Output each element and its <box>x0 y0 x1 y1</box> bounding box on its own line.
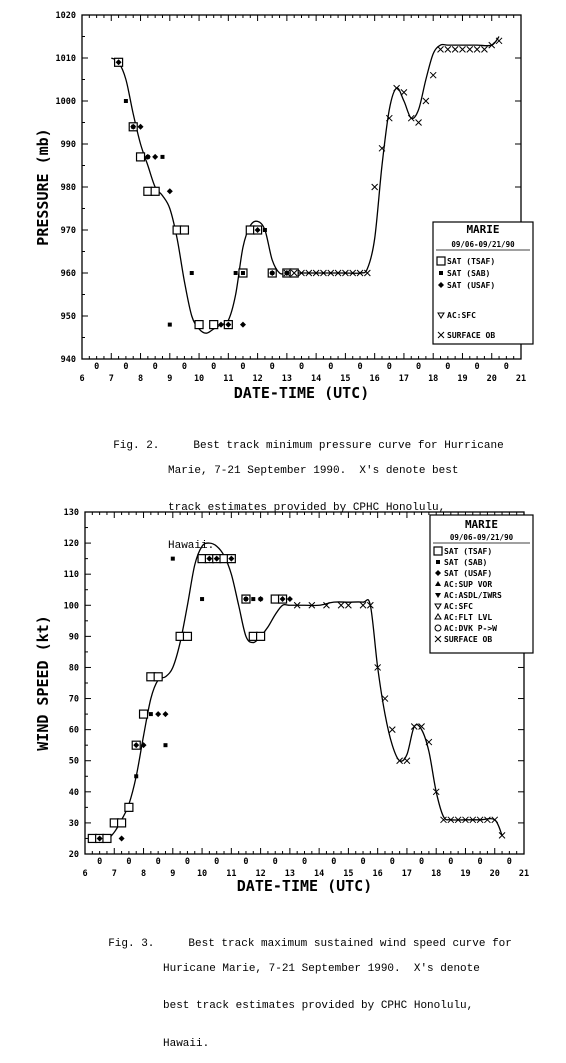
x-tick-label-hour: 0 <box>269 362 275 372</box>
x-tick-label-hour: 0 <box>419 857 425 867</box>
sat-sab-point <box>241 271 245 275</box>
legend-entry-label: AC:SFC <box>444 602 473 611</box>
x-tick-label-day: 15 <box>343 869 354 879</box>
x-tick-label-hour: 0 <box>386 362 392 372</box>
sat-usaf-point <box>218 322 224 328</box>
caption-line: Best track maximum sustained wind speed curve for <box>188 937 512 950</box>
x-tick-label-day: 10 <box>193 374 205 384</box>
y-tick-label: 90 <box>68 632 79 643</box>
x-tick-label-day: 21 <box>518 869 530 879</box>
legend-entry-label: SAT (TSAF) <box>447 257 496 266</box>
y-tick-label: 80 <box>68 663 79 674</box>
x-tick-label-hour: 0 <box>503 362 509 372</box>
legend-symbol <box>437 257 445 265</box>
figure-2-caption <box>100 427 504 565</box>
x-tick-label-day: 21 <box>515 374 527 384</box>
surface-ob-point <box>394 85 400 91</box>
sat-tsaf-point <box>125 803 133 811</box>
legend-entry-label: SURFACE OB <box>447 331 496 340</box>
x-tick-label-day: 12 <box>255 869 266 879</box>
x-tick-label-day: 7 <box>111 869 117 879</box>
x-tick-label-hour: 0 <box>211 362 217 372</box>
x-tick-label-hour: 0 <box>506 857 512 867</box>
x-tick-label-day: 6 <box>82 869 88 879</box>
x-tick-label-day: 10 <box>196 869 208 879</box>
x-tick-label-hour: 0 <box>97 857 103 867</box>
y-tick-label: 990 <box>60 140 76 150</box>
x-tick-label-day: 8 <box>140 869 147 879</box>
surface-ob-point <box>481 46 487 52</box>
y-tick-label: 70 <box>68 694 79 705</box>
y-tick-label: 970 <box>60 226 76 236</box>
sat-tsaf-point <box>183 632 191 640</box>
legend-subtitle: 09/06-09/21/90 <box>449 533 514 542</box>
x-tick-label-day: 19 <box>460 869 471 879</box>
pressure-chart <box>0 0 566 420</box>
sat-usaf-point <box>287 596 293 602</box>
y-axis-title: WIND SPEED (kt) <box>34 615 52 751</box>
x-tick-label-day: 14 <box>314 869 325 879</box>
legend-entry-label: SURFACE OB <box>444 635 493 644</box>
surface-ob-point <box>430 72 436 78</box>
sat-usaf-point <box>258 596 264 602</box>
surface-ob-point <box>445 46 451 52</box>
legend-entry-label: AC:SFC <box>447 311 476 320</box>
sat-sab-point <box>251 597 255 601</box>
surface-ob-point <box>386 115 392 121</box>
x-tick-label-hour: 0 <box>181 362 187 372</box>
surface-ob-point <box>372 184 378 190</box>
x-tick-label-day: 9 <box>170 869 176 879</box>
legend-entry-label: SAT (TSAF) <box>444 547 493 556</box>
y-tick-label: 40 <box>68 787 79 798</box>
x-tick-label-day: 9 <box>167 374 173 384</box>
sat-sab-point <box>190 271 194 275</box>
x-tick-label-hour: 0 <box>357 362 363 372</box>
x-axis-title: DATE-TIME (UTC) <box>236 877 373 895</box>
x-tick-label-hour: 0 <box>298 362 305 372</box>
y-tick-label: 130 <box>63 508 79 518</box>
surface-ob-point <box>404 758 410 764</box>
legend-entry-label: AC:DVK P->W <box>444 624 497 633</box>
x-tick-label-hour: 0 <box>477 857 483 867</box>
sat-sab-point <box>124 99 128 103</box>
y-tick-label: 30 <box>68 818 79 829</box>
caption-line: track estimates provided by CPHC Honolulu, <box>168 502 446 514</box>
sat-tsaf-point <box>180 226 188 234</box>
figure-3-caption <box>95 925 512 1063</box>
sat-tsaf-point <box>195 321 203 329</box>
x-tick-label-hour: 0 <box>243 857 249 867</box>
y-tick-label: 100 <box>63 601 79 612</box>
sat-usaf-point <box>162 711 168 717</box>
x-tick-label-hour: 0 <box>123 362 129 372</box>
sat-sab-point <box>200 597 204 601</box>
x-tick-label-day: 8 <box>137 374 144 384</box>
sat-usaf-point <box>152 154 158 160</box>
legend-entry-label: SAT (USAF) <box>444 569 493 578</box>
legend-title: MARIE <box>464 518 499 531</box>
x-tick-label-hour: 0 <box>214 857 220 867</box>
x-tick-label-hour: 0 <box>155 857 161 867</box>
caption-number: Fig. 3. <box>108 937 155 950</box>
surface-ob-point <box>492 817 498 823</box>
surface-ob-point <box>401 89 407 95</box>
x-axis-title: DATE-TIME (UTC) <box>233 384 370 402</box>
sat-usaf-point <box>240 322 246 328</box>
x-tick-label-hour: 0 <box>126 857 132 867</box>
sat-sab-point <box>263 228 267 232</box>
sat-sab-point <box>163 743 167 747</box>
x-tick-label-hour: 0 <box>272 857 278 867</box>
y-tick-label: 940 <box>60 355 76 365</box>
surface-ob-point <box>364 270 370 276</box>
surface-ob-point <box>411 724 417 730</box>
y-tick-label: 120 <box>63 539 79 550</box>
x-tick-label-day: 16 <box>372 869 383 879</box>
x-tick-label-hour: 0 <box>416 362 422 372</box>
sat-usaf-point <box>167 188 173 194</box>
surface-ob-point <box>474 46 480 52</box>
sat-tsaf-point <box>140 710 148 718</box>
surface-ob-point <box>459 46 465 52</box>
y-tick-label: 1020 <box>55 11 76 21</box>
y-tick-label: 60 <box>68 725 79 736</box>
x-tick-label-day: 20 <box>486 374 497 384</box>
x-tick-label-hour: 0 <box>152 362 158 372</box>
x-tick-label-hour: 0 <box>360 857 366 867</box>
y-tick-label: 1000 <box>55 97 76 107</box>
x-tick-label-hour: 0 <box>301 857 308 867</box>
surface-ob-point <box>338 602 344 608</box>
sat-tsaf-point <box>257 632 265 640</box>
surface-ob-point <box>438 46 444 52</box>
sat-usaf-point <box>138 124 144 130</box>
x-tick-label-hour: 0 <box>389 857 395 867</box>
x-tick-label-day: 18 <box>431 869 442 879</box>
sat-tsaf-point <box>210 321 218 329</box>
x-tick-label-hour: 0 <box>445 362 451 372</box>
x-tick-label-hour: 0 <box>448 857 454 867</box>
legend-entry-label: SAT (SAB) <box>444 558 488 567</box>
y-axis-title: PRESSURE (mb) <box>34 128 52 246</box>
legend-entry-label: AC:FLT LVL <box>444 613 493 622</box>
y-tick-label: 960 <box>60 269 76 279</box>
x-tick-label-day: 15 <box>340 374 351 384</box>
legend-entry-label: SAT (USAF) <box>447 281 496 290</box>
caption-line: Hawaii. <box>163 1037 210 1050</box>
x-tick-label-hour: 0 <box>240 362 246 372</box>
caption-line: Huricane Marie, 7-21 September 1990. X's denote <box>163 962 480 975</box>
caption-line: Best track minimum pressure curve for Hurricane <box>193 439 504 452</box>
surface-ob-point <box>360 602 366 608</box>
sat-tsaf-point <box>103 834 111 842</box>
sat-sab-point <box>168 323 172 327</box>
sat-tsaf-point <box>137 153 145 161</box>
x-tick-label-day: 11 <box>226 869 237 879</box>
y-tick-label: 980 <box>60 183 76 193</box>
sat-usaf-point <box>119 835 125 841</box>
sat-sab-point <box>134 774 138 778</box>
legend-title: MARIE <box>466 223 500 236</box>
caption-line: Marie, 7-21 September 1990. X's denote best <box>168 464 459 477</box>
y-tick-label: 110 <box>63 570 79 581</box>
x-tick-label-day: 16 <box>369 374 380 384</box>
legend-subtitle: 09/06-09/21/90 <box>451 240 515 249</box>
x-tick-label-hour: 0 <box>184 857 190 867</box>
surface-ob-point <box>416 120 422 126</box>
x-tick-label-day: 7 <box>108 374 114 384</box>
x-tick-label-hour: 0 <box>331 857 337 867</box>
surface-ob-point <box>467 46 473 52</box>
legend-entry-label: AC:SUP VOR <box>444 580 493 589</box>
caption-line: Hawaii. <box>168 539 215 552</box>
sat-tsaf-point <box>118 819 126 827</box>
y-tick-label: 950 <box>60 312 76 322</box>
x-tick-label-day: 6 <box>79 374 85 384</box>
surface-ob-point <box>389 727 395 733</box>
y-tick-label: 1010 <box>55 54 76 64</box>
x-tick-label-day: 18 <box>428 374 439 384</box>
x-tick-label-day: 14 <box>311 374 322 384</box>
y-tick-label: 50 <box>68 756 79 767</box>
surface-ob-point <box>452 46 458 52</box>
surface-ob-point <box>499 832 505 838</box>
x-tick-label-day: 11 <box>223 374 234 384</box>
legend-symbol <box>439 271 443 275</box>
sat-sab-point <box>234 271 238 275</box>
legend-entry-label: AC:ASDL/IWRS <box>444 591 502 600</box>
x-tick-label-day: 13 <box>284 869 295 879</box>
surface-ob-point <box>423 98 429 104</box>
x-tick-label-day: 19 <box>457 374 468 384</box>
x-tick-label-hour: 0 <box>328 362 334 372</box>
x-tick-label-hour: 0 <box>474 362 480 372</box>
surface-ob-point <box>345 602 351 608</box>
caption-line: best track estimates provided by CPHC Honolulu, <box>163 1000 474 1012</box>
sat-tsaf-point <box>154 673 162 681</box>
sat-tsaf-point <box>151 187 159 195</box>
x-tick-label-day: 12 <box>252 374 263 384</box>
y-tick-label: 20 <box>68 850 79 860</box>
x-tick-label-day: 17 <box>401 869 413 879</box>
legend-entry-label: SAT (SAB) <box>447 269 491 278</box>
x-tick-label-day: 20 <box>489 869 500 879</box>
sat-sab-point <box>149 712 153 716</box>
sat-usaf-point <box>155 711 161 717</box>
x-tick-label-day: 17 <box>398 374 410 384</box>
x-tick-label-hour: 0 <box>94 362 100 372</box>
x-tick-label-day: 13 <box>281 374 292 384</box>
caption-number: Fig. 2. <box>113 439 160 452</box>
sat-sab-point <box>160 155 164 159</box>
